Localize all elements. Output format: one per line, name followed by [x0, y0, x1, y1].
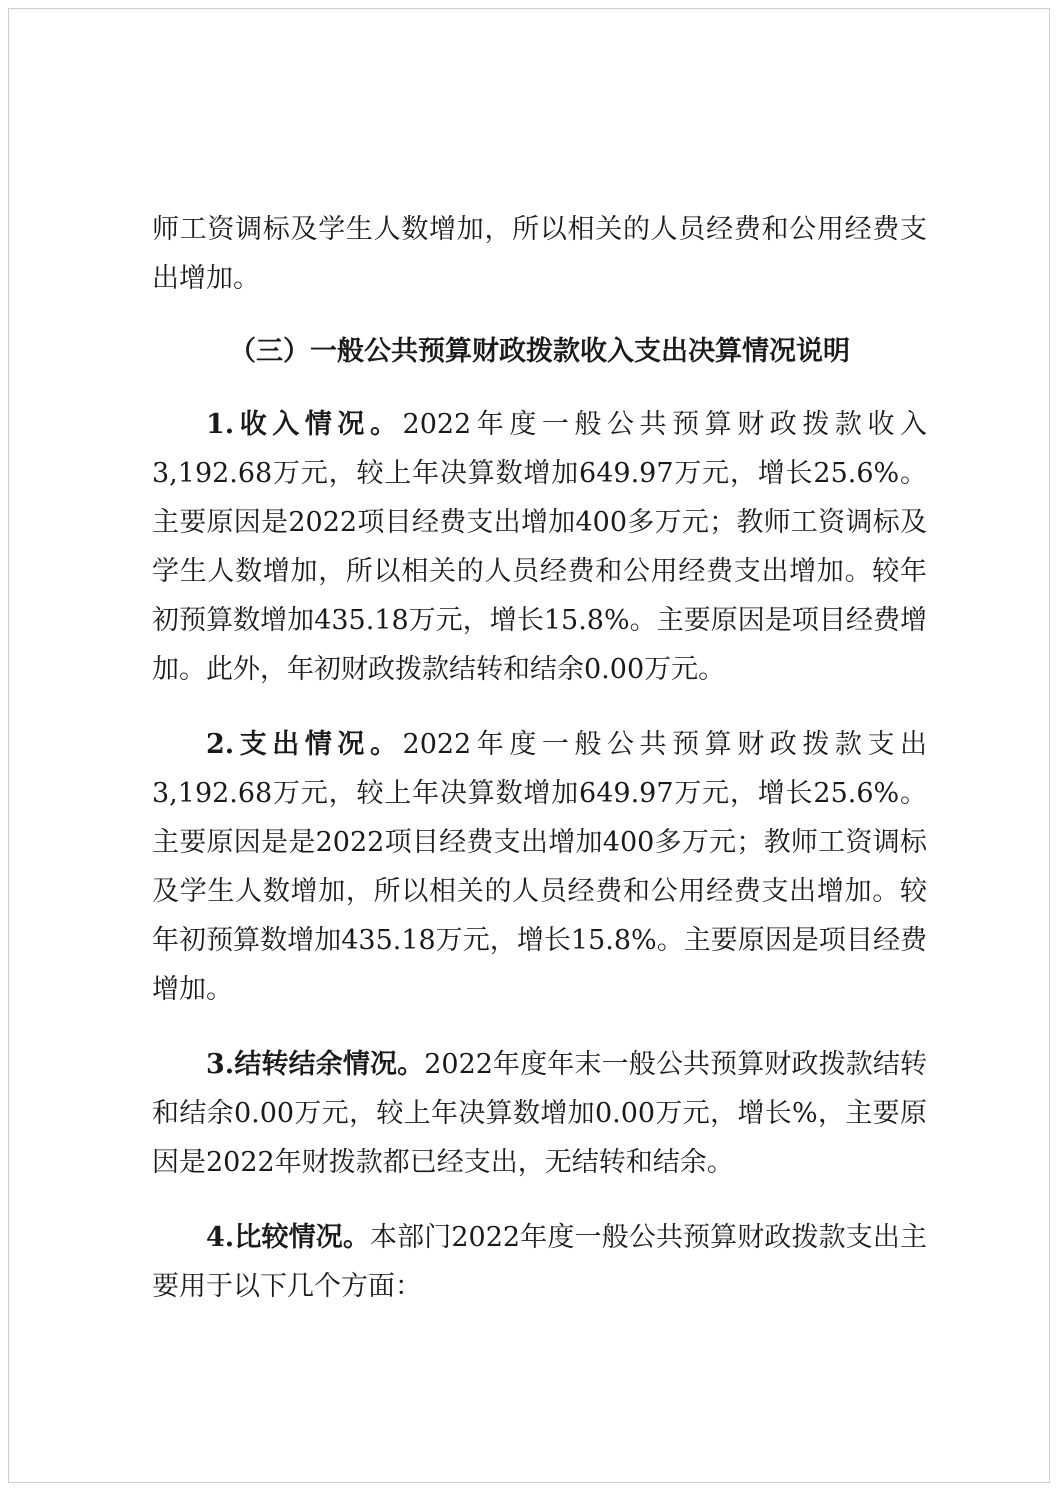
- opening-paragraph: 师工资调标及学生人数增加，所以相关的人员经费和公用经费支出增加。: [152, 214, 927, 294]
- paragraph-text: 2022年度一般公共预算财政拨款支出3,192.68万元，较上年决算数增加649.97万元，增长25.6%。主要原因是是2022项目经费支出增加400多万元；教师工资调标及学生人数增加，所以相关的人员经费和公用经费支出增加。较年初预算数增加435.18万元，增长15.8%。主要原因是项目经费增加。: [152, 729, 927, 1005]
- paragraph-income: [152, 400, 927, 694]
- paragraph-carryover: [152, 1040, 927, 1187]
- section-heading: （三）一般公共预算财政拨款收入支出决算情况说明: [229, 336, 850, 367]
- paragraph-label: 4.比较情况。: [206, 1222, 370, 1253]
- document-page: [8, 8, 1050, 1483]
- document-body: [152, 205, 927, 1337]
- paragraph-text: 本部门2022年度一般公共预算财政拨款支出主要用于以下几个方面：: [152, 1222, 928, 1302]
- paragraph-text: 2022年度年末一般公共预算财政拨款结转和结余0.00万元，较上年决算数增加0.00万元，增长%，主要原因是2022年财拨款都已经支出，无结转和结余。: [152, 1049, 927, 1178]
- paragraph-text: 2022年度一般公共预算财政拨款收入3,192.68万元，较上年决算数增加649.97万元，增长25.6%。主要原因是2022项目经费支出增加400多万元；教师工资调标及学生人数增加，所以相关的人员经费和公用经费支出增加。较年初预算数增加435.18万元，增长15.8%。主要原因是项目经费增加。此外，年初财政拨款结转和结余0.00万元。: [152, 409, 927, 685]
- paragraph-label: 2.支出情况。: [206, 729, 403, 760]
- paragraph-expenditure: [152, 720, 927, 1014]
- paragraph-label: 1.收入情况。: [206, 409, 403, 440]
- paragraph-comparison: [152, 1213, 927, 1311]
- paragraph-label: 3.结转结余情况。: [206, 1049, 425, 1080]
